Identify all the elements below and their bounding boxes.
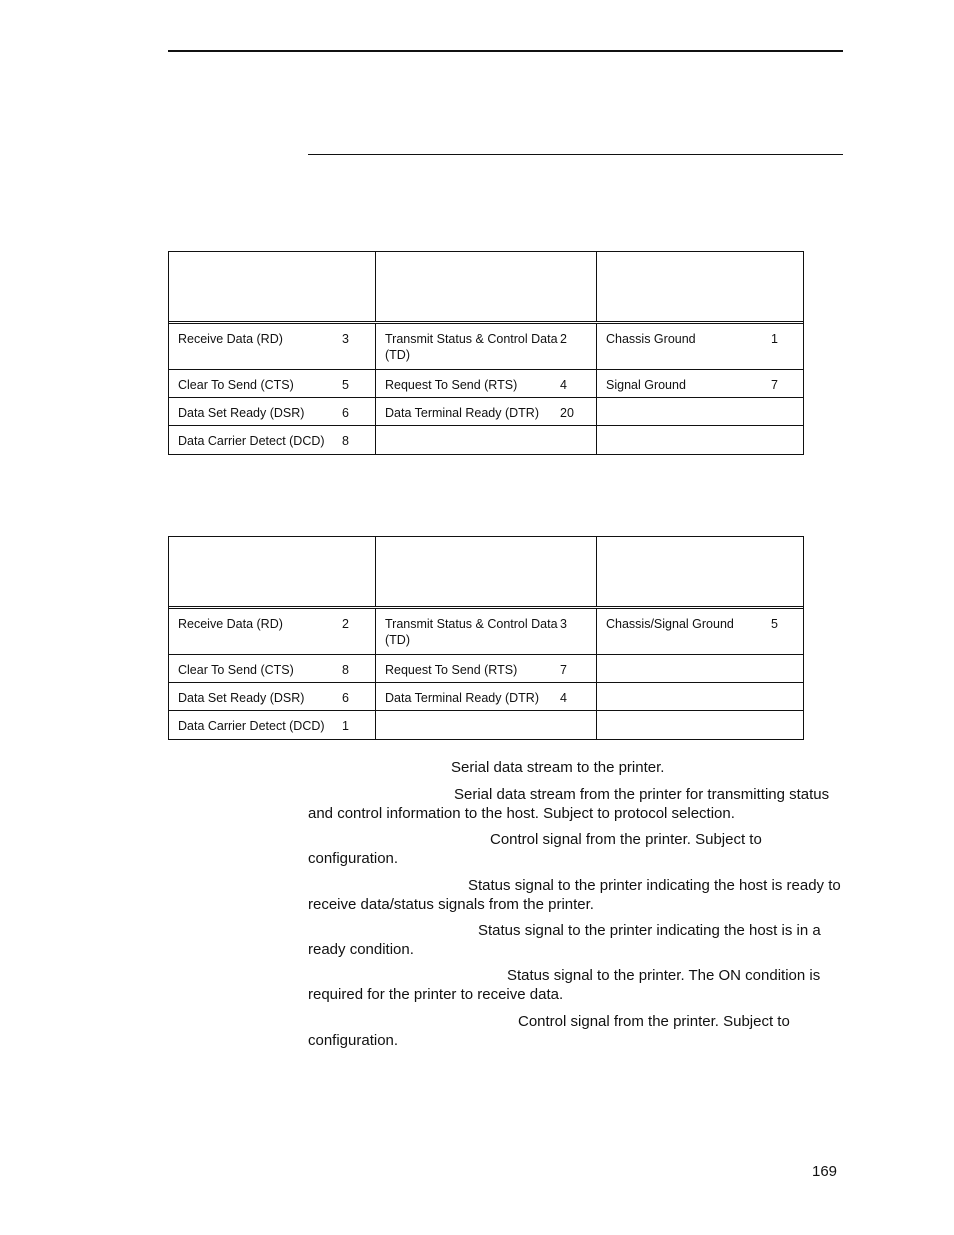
table-row: [376, 370, 596, 398]
header-cell-grounds: [597, 252, 803, 321]
table-row: [376, 655, 596, 683]
signal-name: Clear To Send (CTS): [178, 378, 294, 392]
signal-name: Request To Send (RTS): [385, 663, 518, 677]
signal-name: Transmit Status & Control Data (TD): [385, 332, 558, 362]
signal-name: Data Terminal Ready (DTR): [385, 691, 539, 705]
table-row: [169, 398, 375, 426]
table-row: [169, 655, 375, 683]
table-row-empty: [376, 711, 596, 739]
signal-name: Clear To Send (CTS): [178, 663, 294, 677]
pin-number: 3: [342, 332, 349, 346]
header-cell-inputs: [169, 252, 376, 321]
signal-name: Receive Data (RD): [178, 332, 283, 346]
pin-number: 5: [342, 378, 349, 392]
table-row-empty: [597, 426, 803, 454]
pin-number: 5: [771, 617, 778, 631]
description-rd: Serial data stream to the printer.: [451, 759, 665, 776]
signal-name: Chassis Ground: [606, 332, 696, 346]
column-inputs: [169, 324, 376, 454]
table-row: [376, 683, 596, 711]
table-row: [169, 370, 375, 398]
section-rule: [308, 154, 843, 155]
column-grounds: [597, 609, 803, 739]
table-row: [597, 370, 803, 398]
header-cell-outputs: [376, 537, 597, 606]
header-cell-grounds: [597, 537, 803, 606]
table-row: [169, 324, 375, 370]
header-cell-outputs: [376, 252, 597, 321]
pin-number: 1: [771, 332, 778, 346]
description-dtr: Control signal from the printer. Subject to configuration.: [308, 1013, 790, 1049]
table-row: [169, 683, 375, 711]
table-row: [376, 324, 596, 370]
table-row-empty: [376, 426, 596, 454]
pin-number: 1: [342, 719, 349, 733]
signal-name: Data Carrier Detect (DCD): [178, 719, 325, 733]
pin-number: 4: [560, 378, 567, 392]
pin-number: 7: [771, 378, 778, 392]
signal-name: Data Carrier Detect (DCD): [178, 434, 325, 448]
description-td: Serial data stream from the printer for transmitting status and control information to the host. Subject to protocol selection.: [308, 786, 830, 822]
table-row: [597, 324, 803, 370]
table-row: [376, 398, 596, 426]
pin-number: 20: [560, 406, 574, 420]
signal-name: Data Set Ready (DSR): [178, 691, 305, 705]
table-row: [169, 426, 375, 454]
pin-number: 2: [342, 617, 349, 631]
signal-name: Signal Ground: [606, 378, 686, 392]
pin-number: 6: [342, 406, 349, 420]
table-row: [376, 609, 596, 655]
pin-number: 8: [342, 434, 349, 448]
signal-name: Data Terminal Ready (DTR): [385, 406, 539, 420]
page-number: 169: [812, 1163, 838, 1180]
table-row: [597, 609, 803, 655]
pin-number: 4: [560, 691, 567, 705]
pin-number: 8: [342, 663, 349, 677]
table-row-empty: [597, 655, 803, 683]
table-row-empty: [597, 683, 803, 711]
pin-number: 2: [560, 332, 567, 346]
table-row-empty: [597, 711, 803, 739]
column-outputs: [376, 609, 597, 739]
signal-name: Request To Send (RTS): [385, 378, 518, 392]
description-cts: Status signal to the printer indicating the host is ready to receive data/status signals from the printer.: [308, 877, 841, 913]
pin-table-db9: [168, 536, 804, 740]
description-dsr: Status signal to the printer indicating the host is in a ready condition.: [308, 922, 821, 958]
table-header: [169, 537, 803, 609]
column-inputs: [169, 609, 376, 739]
signal-name: Data Set Ready (DSR): [178, 406, 305, 420]
pin-number: 3: [560, 617, 567, 631]
table-row-empty: [597, 398, 803, 426]
pin-number: 6: [342, 691, 349, 705]
pin-number: 7: [560, 663, 567, 677]
column-grounds: [597, 324, 803, 454]
description-dcd: Status signal to the printer. The ON condition is required for the printer to receive data.: [308, 967, 821, 1003]
column-outputs: [376, 324, 597, 454]
pin-table-db25: [168, 251, 804, 455]
header-cell-inputs: [169, 537, 376, 606]
signal-name: Receive Data (RD): [178, 617, 283, 631]
signal-name: Transmit Status & Control Data (TD): [385, 617, 558, 647]
table-row: [169, 609, 375, 655]
table-row: [169, 711, 375, 739]
description-rts: Control signal from the printer. Subject to configuration.: [308, 831, 762, 867]
table-header: [169, 252, 803, 324]
top-rule: [168, 50, 843, 52]
signal-name: Chassis/Signal Ground: [606, 617, 734, 631]
